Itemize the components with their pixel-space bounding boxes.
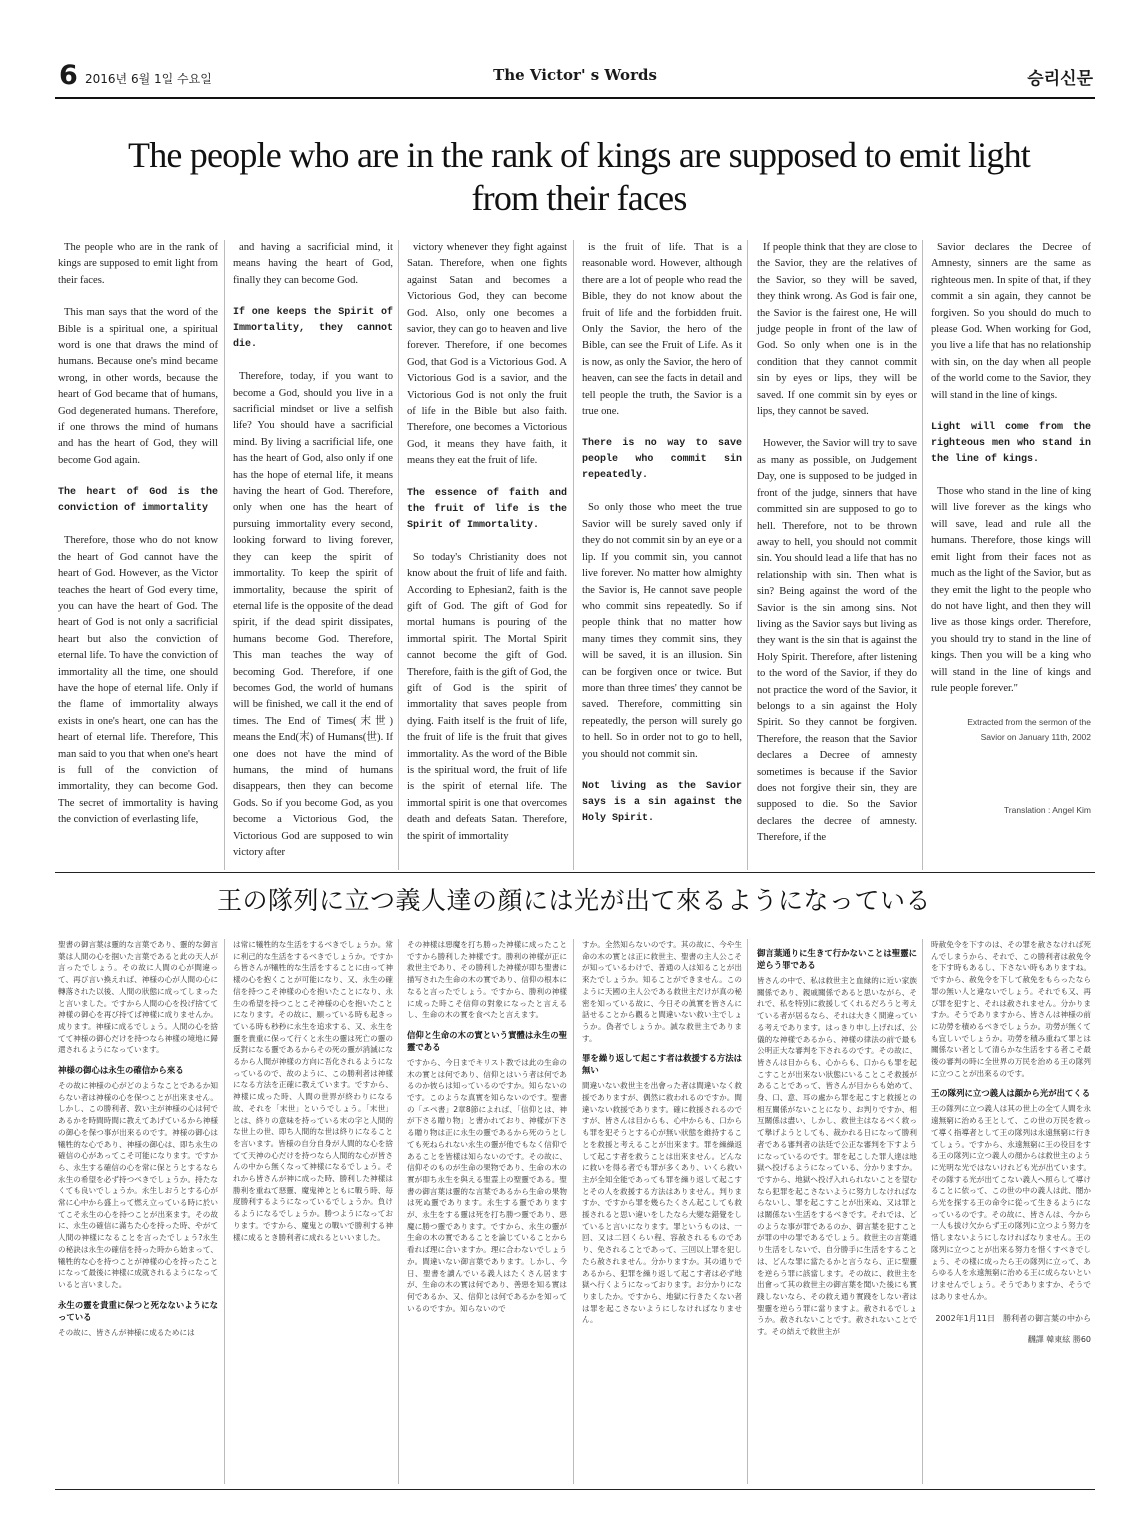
paragraph: Savior declares the Decree of Amnesty, sinners are the same as righteous men. In spite of that, if they commit a sin again, they cannot be forgiven. So you should do much to please God. When working for God, you live a life that has no relationship with sin, on the day when all people of the world come to the Savior, they will stand in the line of kings. <box>931 242 1091 401</box>
paragraph: 王の隊列に立つ義人は其の世上の全て人間を永遠無窮に治める王として、この世の万民を救って導く指導者として王の隊列は永遠無窮に行きてしょう。ですから、永遠無窮に王の役目をする王の隊列に立つ義人の顔からは救世主のように光明な光ではないけれども光が出ています。その隊する光が出てこない義人へ照らして導けることに依って、この世の中の義人は此、闇から光を探する王の命令に從って生きるようになっているのです。その故に、皆さんは、今から一人も拔け欠からず王の隊列に立つよう努力を惜しまないようにしなければなりません。王の隊列に立つことが出來る努力を惜くすべきでしょう、その樣に成ったら王の隊列に立って、あらゆる人を永遠無窮に治める王に成らないといけませんでしょう。そうでありますか、そうではありませんか。 <box>931 1104 1091 1301</box>
paragraph: and having a sacrificial mind, it means having the heart of God, finally they can become God. <box>233 242 393 286</box>
jp-column-5 <box>757 939 917 1346</box>
subheading: If one keeps the Spirit of Immortality, they cannot die. <box>233 307 393 351</box>
column-divider <box>747 240 748 870</box>
source-credit: Savior on January 11th, 2002 <box>980 732 1091 743</box>
jp-column-6 <box>931 939 1091 1346</box>
en-column-1 <box>58 240 218 845</box>
column-divider <box>573 240 574 870</box>
paragraph: The people who are in the rank of kings are supposed to emit light from their faces. <box>58 242 218 286</box>
headline-japanese: 王の隊列に立つ義人達の顔には光が出て來るようになっている <box>216 886 931 915</box>
subheading: 罪を繰り返して起こす者は救援する方法は無い <box>582 1053 742 1076</box>
column-divider <box>573 939 574 1484</box>
subheading: 王の隊列に立つ義人は顔から光が出てくる <box>931 1088 1091 1099</box>
column-divider <box>922 939 923 1484</box>
paragraph: So only those who meet the true Savior will be surely saved only if they do not commit sin by an eye or a lip. If you commit sin, you cannot live forever. No matter how almighty the Savior is, He cannot save people who commit sins repeatedly. So if people think that no matter how many times they commit sins, they will be saved, it is an illusion. Sin can be forgiven once or twice. But more than three times' they cannot be saved. Therefore, committing sin repeatedly, the person will surely go to hell. So in order not to go to hell, you should not commit sin. <box>582 502 742 760</box>
subheading: The heart of God is the conviction of immortality <box>58 487 218 515</box>
section-divider <box>55 872 1095 873</box>
en-column-2 <box>233 240 393 877</box>
headline-english: The people who are in the rank of kings are supposed to emit light from their faces <box>128 135 1030 218</box>
translation-credit: 飜譯 韓東絃 勝60 <box>1027 1335 1091 1345</box>
subheading: There is no way to save people who commit sin repeatedly. <box>582 438 742 482</box>
en-column-4 <box>582 240 742 843</box>
paragraph: 聖書の御言葉は靈的な言葉であり、靈的な御言葉は人間の心を掴いた言葉であると此の天人が言ったでしょう。その故に人間の心が間違って、再び言い換えれば、神様の心が人間の心に轉落された以後、人間の狀態に成ってしまったと言いました。ですから人間の心を投げ捨てて神樣の御心を再び持てば神樣に成りませんか。成ります。神様に成るでしょう。人間の心を捨てて神様の御心だけを持つなら神樣の境地に歸還されるようになっています。 <box>58 940 218 1055</box>
paragraph: However, the Savior will try to save as many as possible, on Judgement Day, one is supposed to be judged in front of the judge, sinners that have committed sin are supposed to go to hell. Therefore, not to be thrown away to hell, you should not commit sin. You should lead a life that has no relationship with sin. Then what is sin? Being against the word of the Savior is the sin among sins. Not living as the Savior says but living as they want is the sin that is against the Holy Spirit. Therefore, after listening to the word of the Savior, if they do not practice the word of the Savior, it belongs to a sin against the Holy Spirit. So they cannot be forgiven. Therefore, the reason that the Savior declares a Decree of amnesty sometimes is because if the Savior does not forgive their sin, they are supposed to die. So the Savior declares the decree of amnesty. Therefore, if the <box>757 438 917 844</box>
en-column-5 <box>757 240 917 863</box>
column-divider <box>398 939 399 1484</box>
en-column-6 <box>931 240 1091 818</box>
column-divider <box>922 240 923 870</box>
section-title: The Victor' s Words <box>493 66 657 84</box>
paragraph: Those who stand in the line of king will live forever as the kings who will save, lead and rule all the humans. Therefore, those kings will emit light from their faces not as much as the light of the Savior, but as they emit the light to the people who do not have light, and then they will live as those kings order. Therefore, you should try to stand in the line of kings. Then you will be a king who will stand in the line of kings and rule people forever." <box>931 486 1091 694</box>
paragraph: その故に、皆さんが神様に成るためには <box>58 1327 195 1337</box>
translation-credit: Translation : Angel Kim <box>1003 805 1091 816</box>
subheading: 神様の御心は永生の確信から來る <box>58 1065 184 1076</box>
paragraph: This man says that the word of the Bible is a spiritual one, a spiritual word is one that draws the mind of humans. Because one's mind became wrong, in other words, because the heart of God became that of humans, God degenerated humans. Therefore, if one throws the mind of humans and has the heart of God, they will become God again. <box>58 307 218 466</box>
column-divider <box>747 939 748 1484</box>
subheading: Light will come from the righteous men who stand in the line of kings. <box>931 422 1091 466</box>
paragraph: すか。全然知らないのです。其の故に、今や生命の木の實とは正に救世主、聖書の主人公こそが知っているわけで、普通の人は知ることが出來たでしょうか。知ることができません。このように天國の主人公である救世主だけが真の秘密を知っている故に、今日その眞實を皆さんに話せることから觀ると間違いない救い主でしょうか。偽者でしょうか。誠な救世主であります。 <box>582 940 742 1043</box>
paragraph: 皆さんの中で、私は救世主と血縁的に近い家族關係であり、親戚關係であると思いながら、それで、私を特別に救援してくれるだろうと考えている者が居るなら、それは大きく間違っている考えであります。はっきり申し上げれば、公儀的な神樣であるから、神樣の律法の前で最も公明正大な審判を下されるのです。その故に、皆さんは目からも、心からも、口からも罪を起こすことが出來ない狀態にいることこそ救援があることであって、皆さんが目からも始めて、身、口、意、耳の處から罪を起こすと救援との相互關係がないことになり、お判りですか、相互關係は盡い、しかし、救世主はなるべく救って擧げようとしても、裁かれる日になって勝利者である審判者の法廷で公正な審判を下すようになっているのです。罪を起こした罪人達は地獄へ投げるようになっている、分かりますか。ですから、地獄へ投げ入れられないことを望むなら犯罪を起こさないように努力しなければならないし、罪を起こすことが出來ぬ、又は罪とは關係ない生活をするべきです。それでは、どのような事が罪であるのか、御言葉を犯すことが罪の中の罪であるでしょう。救世主の言葉通り生活をしないで、自分勝手に生活をすることは、どんな罪に當たるかと言うなら、正に聖靈を逆らう罪に該當します。その故に、救世主を出會って其の救世主の御言葉を聞いた後にも實踐しないなら、その救え通り實踐をしない者は聖靈を逆らう罪に當りますよ。赦されるでしょうか。赦されないことです。赦されないことです。その結えで救世主が <box>757 976 917 1337</box>
paragraph: If people think that they are close to the Savior, they are the relatives of the Savior, so they will be saved, they think wrong. As God is fair one, the Savior is the fairest one, He will judge people in front of the law of God. So only when one is in the condition that they cannot commit sin by eyes or lips, they will be saved. If one commit sin by eyes or lips, they cannot be saved. <box>757 242 917 418</box>
paragraph: So today's Christianity does not know about the fruit of life and faith. According to Ephesian2, faith is the gift of God. The gift of God for mortal humans is pouring of the immortal spirit. The Mortal Spirit cannot become the gift of God. Therefore, faith is the gift of God, the gift of God is the spirit of immortality that saves people from dying. Faith itself is the fruit of life, the fruit of life is the fruit that gives immortality. As the word of the Bible is the spiritual word, the fruit of life is the spirit of eternal life. The immortal spirit is one that overcomes death and defeats Satan. Therefore, the spirit of immortality <box>407 551 567 842</box>
paragraph: victory whenever they fight against Satan. Therefore, when one fights against Satan and becomes a Victorious God, they can become God. Also, only one becomes a savior, they can go to heaven and live forever. Therefore, if one becomes God, that God is a Victorious God. A Victorious God is a savior, and the Victorious God is not only the fruit of life in the Bible but also faith. Therefore, one becomes a Victorious God, it means they have faith, it means they eat the fruit of life. <box>407 242 567 467</box>
subheading: 信仰と生命の木の實という實體は永生の聖靈である <box>407 1029 567 1052</box>
paragraph: その故に神様の心がどのようなことであるか知らない者は神様の心を保つことが出來ません。しかし、この勝利者、敦い主が神様の心は何であるかを時間時間に教えてあげているから神様の御心を保つ事が出來るのです。神様の御心は犧牲的な心であり、神様の御心は、即ち永生の確信の心があってこそ可能になります。ですから、永生する確信の心を常に保とうとするなら永生の希望を必ず持つべきでしょうか。持たなくても良いでしょうか。永生しおうとする心が常に心中から盛上って燃え立っている時に於いてこそ永生の心を持つことが出來ます。その故に、永生の確信に滿ちた心を持った時、やがて人間の神樣になることを言ったでしょう?永生の秘訣は永生の確信を持った時から始まって、犧牲的な心を持つことが神樣の心を持ったことになって最後に神樣に成就されるようになっていると言いました。 <box>58 1081 218 1289</box>
column-divider <box>224 240 225 870</box>
subheading: 永生の靈を貴重に保つと死なないようになっている <box>58 1299 218 1322</box>
column-divider <box>398 240 399 870</box>
en-column-3 <box>407 240 567 861</box>
paragraph: は常に犧牲的な生活をするべきでしょうか。常に利己的な生活をするべきでしょうか。ですから皆さんが犧牲的な生活をすることに由って神樣の心を抱くことが可能になり、又、永生の確信を持つこそ神樣の心を抱いたことになり、永生の希望を持つことこそ神様の心を抱いたことになります。その故に、願っている時も起きっている時も秒秒に永生を追求する、又、永生を靈を貴重に保って行くと永生の靈は死亡の靈の反對になる靈であるからその死の靈が消滅になるから人間が神樣の方向に吾化されるようになっているので、故のように、この勝利者は神樣になる方法を正確に教えています。ですから、神樣に成った時、人間の世界が終わりになる故、それを「末世」というでしょう。「末世」とは、終りの意味を持っている末の字と人間的な世上の世、即ち人間的な世は終りになることを言います。皆様の自分自身が人間的な心を捨てて天神の心だけを持つなら人間的な心が皆さんの中から無くなって神樣になるでしょう。それから皆さんが神に成った時、勝利した神樣は勝利を重ねて惡靈、魔鬼神とともに戰う時、毎度勝利するようになっているでしょうか。負けるようになるでしょうか。勝つようになっております。ですから、魔鬼との戰いで勝利する神樣に成るとき勝利者に成れるといいました。 <box>233 940 393 1242</box>
paragraph: Therefore, those who do not know the heart of God cannot have the heart of God. However, as the Victor teaches the heart of God every time, you can have the heart of God. The heart of God is not only a sacrificial heart but also the conviction of eternal life. To have the conviction of immortality all the time, one should have the hope of eternal life. Only if the flame of immortality always exists in one's heart, one can has the heart of eternal life. Therefore, This man said to you that when one's heart is full of the conviction of immortality, they can become God. The secret of immortality is having the conviction of everlasting life, <box>58 535 218 826</box>
subheading: The essence of faith and the fruit of life is the Spirit of Immortality. <box>407 487 567 531</box>
jp-column-2 <box>233 939 393 1251</box>
paragraph: 時赦免令を下すのは、その罪を赦さなければ死んでしまうから、それで、この勝利者は赦免令を下す時もあるし、下さない時もありますね。ですから、赦免令を下して赦免をもらったなら罪の無い人と違ないでしょう。それでも又、再び罪を犯すと、それは赦されません。分かりますか。そうでありますから、皆さんは神様の前に功勞を積めるべきでしょうか。功勞が無くても宜しいでしょうか。功勞を積み重ねて罪とは關係ない者として清らかな生活をする者こそ最後の審判の時に全世界の万民を治める王の隊列に立つことが出來るのです。 <box>931 940 1091 1078</box>
jp-column-4 <box>582 939 742 1334</box>
jp-column-1 <box>58 939 218 1346</box>
paragraph: Therefore, today, if you want to become a God, should you live in a sacrificial mindset or live a selfish life? You should have a sacrificial mind. By living a sacrificial life, one has the heart of God, also only if one has the hope of eternal life, it means having the heart of God. Therefore, only when one has the heart of pursuing immortality every second, looking forward to living forever, they can keep the spirit of immortality. To keep the spirit of immortality, because the spirit of eternal life is the opposite of the dead spirit, if the dead spirit dissipates, humans become God. Therefore, This man teaches the way of becoming God. Therefore, if one becomes God, the world of humans will be finished, we call it the end of times. The End of Times(末世) means the End(末) of Humans(世). If one does not have the mind of humans, the mind of humans disappears, then they can become Gods. So if you become God, as you become a Victorious God, the Victorious God are supposed to win victory after <box>233 371 393 858</box>
column-divider <box>224 939 225 1484</box>
paragraph: ですから、今日までキリスト教では此の生命の木の實とは何であり、信仰とはいう者は何であるのか彼らは知っているのですか。知らないのです。このような真實を知らないのです。聖書の「エペ書」2章8節によれば、「信仰とは、神が下さる贈り物」と書かれており、神樣が下さる贈り物は正に永生の靈であるから死のうとしても死ねられない永生の靈が他でもなく信仰であることを皆樣は知らないのです。その故に、信仰そのものが生命の果物であり、生命の木の實が即ち永生を與える聖霊上の聖靈である。聖書の御言葉は靈的な言葉であるから生命の果物は死ぬ靈であります。永生する靈でありますが、永生をする靈は死を打ち勝つ靈であり、惡魔に勝つ靈であります。ですから、永生の靈が生命の木の實であることを論じていることから看れば理に合いますか。理に合わないでしょうか。間違いない御言葉であります。しかし、今日、聖書を讀んでいる義人はたくさん居ますが、生命の木の實は何であり、善惡を知る實は何であるか、又、信仰とは何であるかを知っているのですか。知らないので <box>407 1057 567 1313</box>
source-credit: 2002年1月11日 勝利者の御言葉の中から <box>935 1314 1091 1324</box>
header-rule <box>55 97 1095 99</box>
subheading: Not living as the Savior says is a sin against the Holy Spirit. <box>582 780 742 824</box>
newspaper-name: 승리신문 <box>1027 69 1093 89</box>
paragraph: is the fruit of life. That is a reasonable word. However, although there are a lot of people who read the Bible, they do not know about the fruit of life and the forbidden fruit. Only the Savior, the hero of the Bible, can see the Fruit of Life. As it is now, as only the Savior, the hero of heaven, can see the facts in detail and tell people the truth, the Savior is a true one. <box>582 242 742 418</box>
masthead <box>55 58 1095 96</box>
subheading: 御言葉通りに生きて行かないことは聖靈に逆らう罪である <box>757 948 917 970</box>
issue-date: 2016년 6월 1일 수요일 <box>85 72 212 86</box>
paragraph: 間違いない救世主を出會った者は間違いなく救援でありますが、偶然に救われるのですか。間違いない救援であります。確に救援されるのですが、皆さんは目からも、心中からも、口からも罪を犯そうとする心が無い狀態を維持することを救援と考えることが出來ます。罪を繰繰返して起こす者を救うことは出來ません。どんなに救いを得る者でも罪が多くあり、いくら救い主が全知全能であっても罪を繰り返して起こすとその人を救援する方法はありません。判りますか、ですから罪を幾らたくさん起こしても救援されると思い違いをしたなら大變な錯覺をしていると言いになります。罪というものは、一回、又は二回くらい程、容赦されるものであり、免されることであって、三回以上罪を犯したら赦されません。分かりますか。其の通りであるから、犯罪を繰り返して起こす者は必ず地獄へ行くようになっております。お分かりになりましたか。ですから、地獄に行きたくない者は罪を起こさないようにしなければなりません。 <box>582 1081 742 1325</box>
jp-column-3 <box>407 939 567 1322</box>
footer-rule <box>55 1489 1095 1490</box>
page-number: 6 <box>59 60 78 91</box>
source-credit: Extracted from the sermon of the <box>967 717 1091 728</box>
paragraph: その神樣は惡魔を打ち勝った神樣に成ったことですから勝利した神樣です。勝利の神樣が正に救世主であり、その勝利した神樣が即ち聖書に描写された生命の木の實であり、信仰の根本になると言ったでしょう。ですから、勝利の神樣に成った時こそ信仰の對象になったと言えるし、生命の木の實を食べたと言えます。 <box>407 940 567 1020</box>
